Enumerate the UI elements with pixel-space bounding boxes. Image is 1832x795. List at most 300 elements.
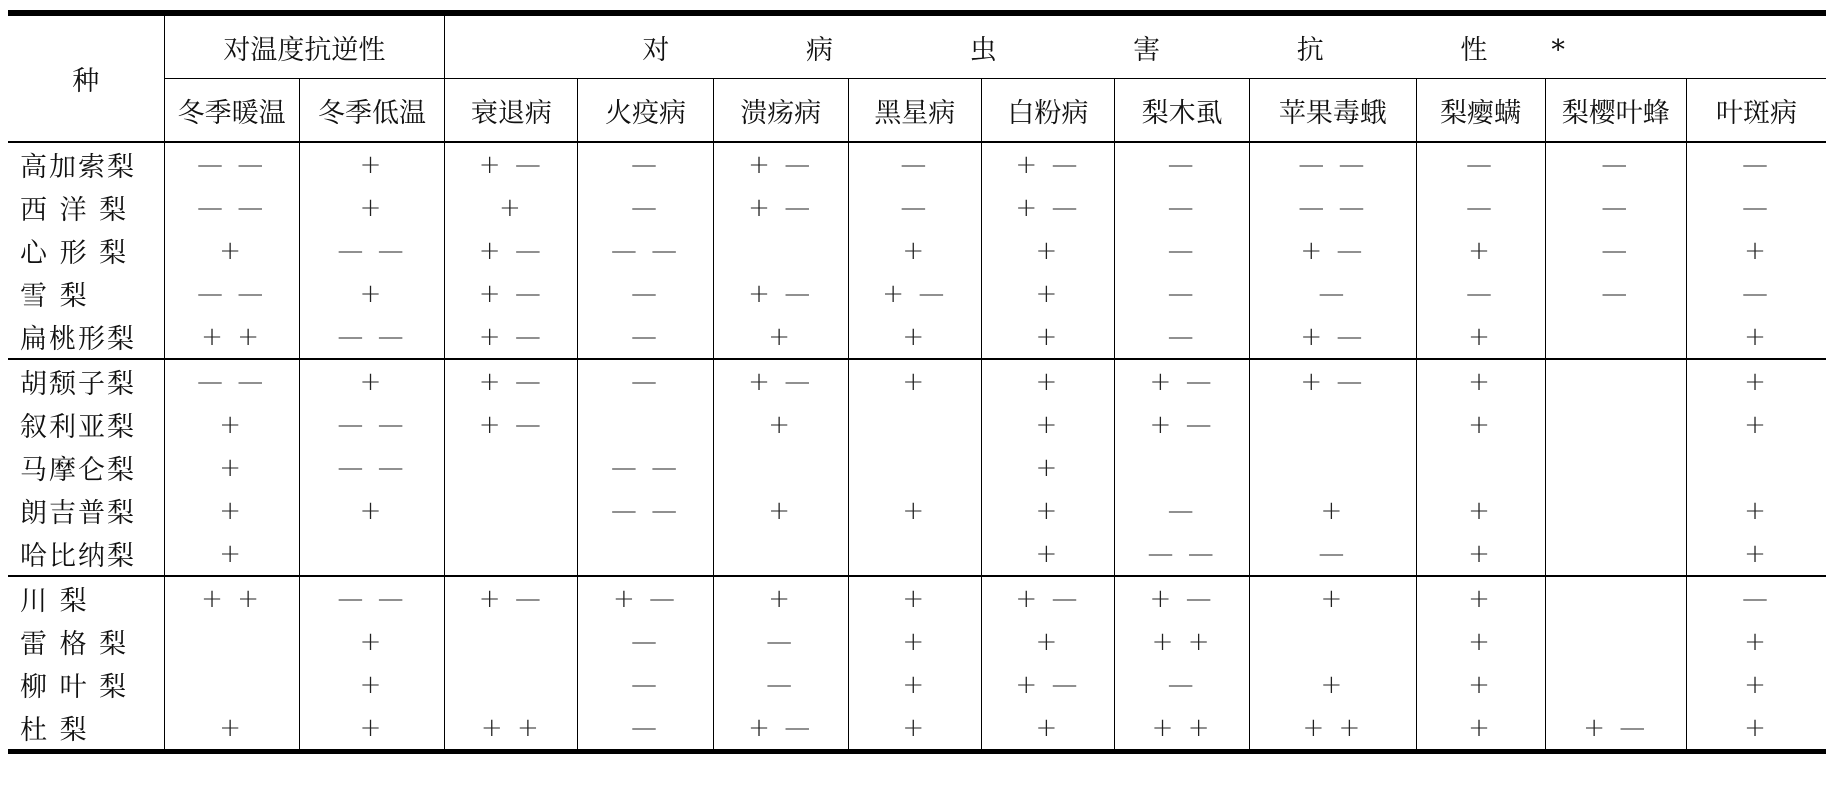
resistance-cell	[1545, 489, 1686, 532]
species-name: 西 洋 梨	[20, 195, 129, 226]
resistance-rating: —	[1741, 583, 1771, 614]
species-name: 雪 梨	[20, 281, 89, 312]
resistance-cell	[578, 272, 713, 315]
resistance-rating: +	[359, 366, 385, 397]
resistance-cell	[1416, 620, 1545, 663]
resistance-cell	[1686, 359, 1826, 403]
table-row	[8, 706, 1826, 752]
table-row	[8, 359, 1826, 403]
resistance-rating: +	[768, 321, 794, 352]
resistance-rating: —	[900, 192, 930, 223]
resistance-rating: —	[766, 669, 796, 700]
resistance-cell	[713, 663, 848, 706]
resistance-cell	[1416, 142, 1545, 186]
resistance-rating: + —	[1583, 712, 1649, 743]
resistance-cell	[299, 403, 445, 446]
resistance-rating: +	[1744, 626, 1769, 657]
resistance-cell	[1114, 446, 1249, 489]
resistance-rating: +	[1320, 669, 1346, 700]
resistance-cell	[1250, 359, 1416, 403]
resistance-cell	[578, 403, 713, 446]
resistance-cell	[578, 489, 713, 532]
resistance-cell	[848, 663, 981, 706]
resistance-rating: + —	[1149, 409, 1215, 440]
resistance-rating: +	[1468, 712, 1493, 743]
resistance-rating: +	[1035, 409, 1061, 440]
resistance-rating: —	[766, 626, 796, 657]
resistance-cell	[981, 620, 1114, 663]
resistance-cell	[981, 272, 1114, 315]
resistance-cell	[1114, 403, 1249, 446]
resistance-cell	[299, 186, 445, 229]
table-row	[8, 576, 1826, 620]
resistance-rating: — —	[196, 366, 267, 397]
resistance-rating: —	[1601, 235, 1631, 266]
resistance-cell	[1416, 359, 1545, 403]
resistance-rating: + —	[478, 409, 544, 440]
column-header: 衰退病	[445, 79, 578, 143]
resistance-cell	[1545, 620, 1686, 663]
resistance-cell	[848, 272, 981, 315]
resistance-cell	[299, 229, 445, 272]
resistance-rating: —	[1601, 278, 1631, 309]
resistance-rating: + —	[748, 149, 814, 180]
resistance-rating: +	[359, 626, 385, 657]
resistance-cell	[1686, 315, 1826, 359]
resistance-cell	[713, 446, 848, 489]
column-header: 苹果毒蛾	[1250, 79, 1416, 143]
resistance-cell	[1114, 186, 1249, 229]
header-row-groups	[8, 13, 1826, 79]
column-header: 火疫病	[578, 79, 713, 143]
species-name: 马摩仑梨	[20, 455, 136, 486]
resistance-rating: — —	[610, 452, 681, 483]
resistance-rating: +	[219, 409, 244, 440]
resistance-cell	[713, 142, 848, 186]
resistance-cell	[164, 663, 299, 706]
resistance-rating: —	[1601, 149, 1631, 180]
resistance-cell	[1545, 359, 1686, 403]
resistance-rating: — —	[196, 149, 267, 180]
resistance-cell	[578, 359, 713, 403]
resistance-cell	[1545, 576, 1686, 620]
resistance-rating: +	[1035, 452, 1061, 483]
species-name: 柳 叶 梨	[20, 672, 129, 703]
resistance-cell	[578, 576, 713, 620]
species-name: 叙利亚梨	[20, 412, 136, 443]
species-name: 雷 格 梨	[20, 629, 129, 660]
resistance-rating: + +	[201, 321, 263, 352]
resistance-cell	[848, 403, 981, 446]
resistance-rating: —	[1318, 278, 1348, 309]
resistance-cell	[164, 576, 299, 620]
resistance-cell	[164, 489, 299, 532]
resistance-cell	[1416, 403, 1545, 446]
resistance-rating: + +	[1302, 712, 1364, 743]
resistance-cell	[981, 315, 1114, 359]
resistance-rating: + —	[478, 235, 544, 266]
resistance-cell	[1114, 142, 1249, 186]
table-row	[8, 403, 1826, 446]
resistance-cell	[1416, 315, 1545, 359]
resistance-cell	[299, 272, 445, 315]
resistance-rating: +	[219, 712, 244, 743]
resistance-cell	[848, 315, 981, 359]
resistance-cell	[713, 229, 848, 272]
resistance-cell	[1545, 229, 1686, 272]
resistance-cell	[1114, 272, 1249, 315]
resistance-cell	[1686, 663, 1826, 706]
resistance-cell	[445, 186, 578, 229]
resistance-rating: —	[1167, 192, 1197, 223]
resistance-rating: — —	[337, 235, 407, 266]
resistance-rating: — —	[1298, 149, 1368, 180]
resistance-rating: —	[900, 149, 930, 180]
resistance-cell	[1545, 706, 1686, 752]
resistance-cell	[445, 663, 578, 706]
resistance-cell	[445, 229, 578, 272]
resistance-rating: —	[630, 626, 660, 657]
resistance-cell	[1416, 532, 1545, 576]
header-row-columns	[8, 79, 1826, 143]
column-header: 叶斑病	[1686, 79, 1826, 143]
resistance-cell	[1114, 359, 1249, 403]
resistance-cell	[1686, 142, 1826, 186]
resistance-cell	[713, 489, 848, 532]
species-name: 朗吉普梨	[20, 498, 136, 529]
resistance-cell	[713, 706, 848, 752]
resistance-cell	[848, 446, 981, 489]
resistance-cell	[1686, 403, 1826, 446]
resistance-cell	[1416, 706, 1545, 752]
resistance-rating: +	[1320, 583, 1346, 614]
resistance-cell	[1545, 446, 1686, 489]
table-row	[8, 272, 1826, 315]
resistance-cell	[1416, 489, 1545, 532]
resistance-rating: +	[1035, 235, 1061, 266]
resistance-rating: + —	[1300, 235, 1366, 266]
species-name: 高加索梨	[20, 152, 136, 183]
resistance-rating: +	[219, 452, 244, 483]
resistance-cell	[164, 446, 299, 489]
resistance-rating: + —	[748, 366, 814, 397]
resistance-cell	[1686, 229, 1826, 272]
resistance-rating: +	[1744, 321, 1769, 352]
resistance-cell	[981, 663, 1114, 706]
resistance-cell	[1416, 576, 1545, 620]
resistance-rating: —	[1167, 278, 1197, 309]
resistance-rating: —	[1741, 192, 1771, 223]
table-header	[8, 13, 1826, 142]
resistance-rating: — —	[610, 495, 681, 526]
resistance-rating: +	[902, 235, 928, 266]
resistance-rating: —	[630, 366, 660, 397]
resistance-rating: +	[1744, 669, 1769, 700]
resistance-rating: +	[1035, 366, 1061, 397]
resistance-rating: —	[1466, 149, 1496, 180]
resistance-cell	[713, 576, 848, 620]
resistance-cell	[445, 576, 578, 620]
resistance-cell	[1114, 315, 1249, 359]
resistance-rating: —	[630, 149, 660, 180]
resistance-rating: +	[359, 712, 385, 743]
table-row	[8, 532, 1826, 576]
species-name: 哈比纳梨	[20, 541, 136, 572]
species-name: 扁桃形梨	[20, 324, 136, 355]
resistance-cell	[299, 446, 445, 489]
resistance-rating: + —	[478, 366, 544, 397]
resistance-cell	[848, 359, 981, 403]
resistance-cell	[1250, 620, 1416, 663]
resistance-rating: —	[1601, 192, 1631, 223]
resistance-rating: +	[1468, 235, 1493, 266]
resistance-cell	[1545, 186, 1686, 229]
resistance-rating: +	[1468, 495, 1493, 526]
resistance-rating: +	[768, 495, 794, 526]
column-header: 冬季低温	[299, 79, 445, 143]
resistance-cell	[981, 142, 1114, 186]
resistance-rating: +	[1035, 712, 1061, 743]
resistance-cell	[981, 706, 1114, 752]
resistance-cell	[1686, 706, 1826, 752]
resistance-cell	[578, 706, 713, 752]
resistance-rating: + —	[478, 583, 544, 614]
resistance-cell	[1250, 532, 1416, 576]
resistance-rating: + —	[1015, 149, 1081, 180]
resistance-cell	[1545, 532, 1686, 576]
resistance-cell	[445, 315, 578, 359]
resistance-cell	[578, 532, 713, 576]
species-name: 心 形 梨	[20, 238, 129, 269]
resistance-cell	[1686, 620, 1826, 663]
resistance-cell	[1114, 576, 1249, 620]
resistance-cell	[578, 142, 713, 186]
resistance-rating: +	[1035, 626, 1061, 657]
table-body	[8, 142, 1826, 752]
resistance-rating: + +	[1151, 712, 1213, 743]
resistance-rating: +	[902, 495, 928, 526]
resistance-cell	[445, 272, 578, 315]
resistance-cell	[981, 229, 1114, 272]
resistance-cell	[848, 142, 981, 186]
pear-resistance-table	[8, 10, 1826, 754]
resistance-rating: +	[359, 278, 385, 309]
resistance-rating: +	[1035, 278, 1061, 309]
resistance-cell	[164, 315, 299, 359]
resistance-cell	[1250, 186, 1416, 229]
resistance-rating: +	[1035, 538, 1061, 569]
column-header: 梨瘿螨	[1416, 79, 1545, 143]
resistance-cell	[848, 576, 981, 620]
resistance-cell	[1416, 229, 1545, 272]
resistance-rating: + —	[748, 192, 814, 223]
resistance-rating: —	[1167, 235, 1197, 266]
species-name: 胡颓子梨	[8, 359, 164, 403]
resistance-cell	[1250, 272, 1416, 315]
resistance-cell	[1416, 272, 1545, 315]
resistance-table-container	[8, 10, 1826, 754]
table-row	[8, 315, 1826, 359]
disease-pest-resistance-label: 对 病 虫 害 抗 性*	[642, 34, 1629, 66]
disease-pest-resistance-header	[445, 13, 1826, 79]
resistance-cell	[1545, 142, 1686, 186]
resistance-cell	[1250, 489, 1416, 532]
resistance-rating: +	[219, 235, 244, 266]
resistance-rating: +	[498, 192, 524, 223]
resistance-cell	[1686, 272, 1826, 315]
resistance-cell	[1416, 186, 1545, 229]
resistance-cell	[981, 359, 1114, 403]
resistance-cell	[713, 532, 848, 576]
resistance-cell	[1250, 446, 1416, 489]
resistance-cell	[164, 532, 299, 576]
resistance-cell	[981, 532, 1114, 576]
resistance-rating: —	[1167, 321, 1197, 352]
resistance-cell	[578, 620, 713, 663]
resistance-rating: —	[630, 278, 660, 309]
resistance-cell	[299, 489, 445, 532]
resistance-cell	[299, 706, 445, 752]
resistance-cell	[1114, 489, 1249, 532]
resistance-rating: +	[902, 626, 928, 657]
species-name: 川 梨	[8, 576, 164, 620]
resistance-rating: + —	[612, 583, 679, 614]
resistance-cell	[1250, 663, 1416, 706]
resistance-rating: —	[630, 669, 660, 700]
resistance-rating: — —	[196, 278, 267, 309]
resistance-rating: +	[219, 538, 244, 569]
resistance-rating: — —	[1147, 538, 1217, 569]
resistance-cell	[713, 272, 848, 315]
resistance-cell	[164, 620, 299, 663]
resistance-cell	[1686, 489, 1826, 532]
resistance-rating: —	[1167, 149, 1197, 180]
resistance-cell	[578, 663, 713, 706]
resistance-cell	[164, 359, 299, 403]
resistance-cell	[164, 272, 299, 315]
resistance-cell	[1545, 272, 1686, 315]
column-header: 冬季暖温	[164, 79, 299, 143]
resistance-rating: +	[902, 712, 928, 743]
resistance-cell	[164, 706, 299, 752]
resistance-rating: +	[359, 192, 385, 223]
resistance-rating: +	[902, 669, 928, 700]
resistance-rating: —	[1167, 669, 1197, 700]
resistance-cell	[1114, 663, 1249, 706]
resistance-rating: + —	[478, 149, 544, 180]
resistance-cell	[164, 142, 299, 186]
table-row	[8, 620, 1826, 663]
resistance-rating: +	[1468, 583, 1493, 614]
resistance-cell	[164, 186, 299, 229]
resistance-rating: + +	[480, 712, 542, 743]
resistance-cell	[1250, 576, 1416, 620]
resistance-cell	[981, 186, 1114, 229]
resistance-cell	[1416, 663, 1545, 706]
resistance-rating: + —	[748, 278, 814, 309]
resistance-rating: + —	[478, 278, 544, 309]
resistance-cell	[981, 403, 1114, 446]
resistance-rating: +	[359, 495, 385, 526]
resistance-cell	[299, 315, 445, 359]
resistance-rating: +	[902, 321, 928, 352]
resistance-cell	[1686, 576, 1826, 620]
table-row	[8, 229, 1826, 272]
resistance-rating: +	[1744, 538, 1769, 569]
resistance-cell	[848, 706, 981, 752]
resistance-cell	[1545, 315, 1686, 359]
resistance-rating: — —	[337, 583, 407, 614]
resistance-rating: +	[1744, 235, 1769, 266]
column-header: 黑星病	[848, 79, 981, 143]
resistance-cell	[1545, 403, 1686, 446]
temperature-resistance-header: 对温度抗逆性	[164, 13, 445, 79]
resistance-rating: + +	[201, 583, 263, 614]
resistance-cell	[713, 186, 848, 229]
resistance-cell	[848, 620, 981, 663]
resistance-rating: +	[1744, 366, 1769, 397]
resistance-rating: — —	[196, 192, 267, 223]
species-column-header: 种	[8, 13, 164, 142]
resistance-rating: —	[1466, 278, 1496, 309]
resistance-rating: +	[768, 409, 794, 440]
resistance-rating: — —	[1298, 192, 1368, 223]
resistance-cell	[1250, 142, 1416, 186]
resistance-cell	[1416, 446, 1545, 489]
resistance-rating: +	[219, 495, 244, 526]
resistance-rating: + —	[1149, 366, 1215, 397]
resistance-cell	[713, 315, 848, 359]
resistance-cell	[1250, 403, 1416, 446]
table-row	[8, 663, 1826, 706]
resistance-rating: + —	[1300, 321, 1366, 352]
resistance-rating: +	[1035, 321, 1061, 352]
resistance-cell	[445, 620, 578, 663]
resistance-rating: — —	[610, 235, 681, 266]
resistance-cell	[445, 446, 578, 489]
resistance-rating: +	[1468, 538, 1493, 569]
resistance-rating: —	[1741, 149, 1771, 180]
resistance-cell	[164, 229, 299, 272]
column-header: 梨木虱	[1114, 79, 1249, 143]
resistance-rating: —	[630, 712, 660, 743]
resistance-rating: —	[630, 192, 660, 223]
resistance-cell	[164, 403, 299, 446]
resistance-cell	[713, 403, 848, 446]
resistance-cell	[1114, 620, 1249, 663]
resistance-cell	[299, 663, 445, 706]
resistance-cell	[848, 229, 981, 272]
resistance-cell	[1250, 229, 1416, 272]
resistance-rating: —	[1466, 192, 1496, 223]
resistance-cell	[445, 403, 578, 446]
resistance-rating: +	[1320, 495, 1346, 526]
resistance-cell	[578, 186, 713, 229]
table-row	[8, 489, 1826, 532]
resistance-cell	[578, 315, 713, 359]
resistance-rating: —	[1318, 538, 1348, 569]
resistance-cell	[848, 532, 981, 576]
resistance-cell	[1545, 663, 1686, 706]
resistance-rating: +	[1468, 669, 1493, 700]
resistance-rating: — —	[337, 409, 407, 440]
resistance-rating: +	[1035, 495, 1061, 526]
resistance-rating: — —	[337, 452, 407, 483]
resistance-rating: +	[1744, 495, 1769, 526]
resistance-cell	[1114, 706, 1249, 752]
resistance-cell	[445, 142, 578, 186]
resistance-cell	[713, 620, 848, 663]
